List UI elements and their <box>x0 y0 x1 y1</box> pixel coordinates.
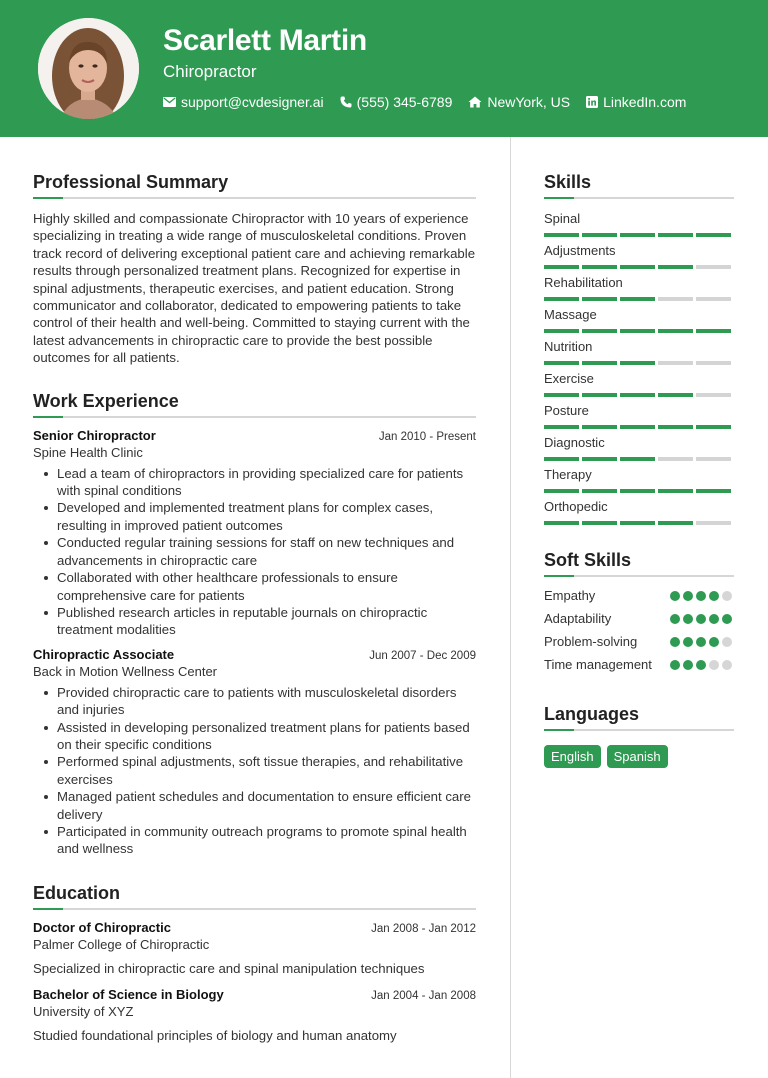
column-divider <box>510 137 511 1078</box>
skill-level-segment <box>582 265 617 269</box>
skill-level-segment <box>544 425 579 429</box>
skill-level-segment <box>620 425 655 429</box>
skill-name: Rehabilitation <box>544 275 623 290</box>
languages-heading: Languages <box>544 704 640 724</box>
skill-level-segment <box>658 489 693 493</box>
list-item: Performed spinal adjustments, soft tissue therapies, and rehabilitative exercises <box>33 753 476 788</box>
skill-item <box>544 435 734 467</box>
skill-level-segment <box>582 489 617 493</box>
skill-level-segment <box>582 425 617 429</box>
education-desc: Specialized in chiropractic care and spinal manipulation techniques <box>33 960 425 976</box>
skill-level-segment <box>658 329 693 333</box>
skill-item <box>544 211 734 243</box>
rating-dot <box>709 637 719 647</box>
skill-level-segment <box>658 361 693 365</box>
skill-level-segment <box>696 233 731 237</box>
list-item: Published research articles in reputable journals on chiropractic treatment modalities <box>33 604 476 639</box>
skill-level-segment <box>544 457 579 461</box>
skill-level-segment <box>582 457 617 461</box>
rating-dot <box>683 591 693 601</box>
rating-dot <box>670 660 680 670</box>
skill-level-segment <box>696 521 731 525</box>
rating-dot <box>696 637 706 647</box>
list-item: Lead a team of chiropractors in providing specialized care for patients with spinal conditions <box>33 465 476 500</box>
skill-item <box>544 275 734 307</box>
soft-skill-item <box>544 587 734 604</box>
job-bullets <box>33 684 476 858</box>
section-rule <box>544 575 734 577</box>
soft-skills-heading: Soft Skills <box>544 550 632 570</box>
skill-level-segment <box>696 425 731 429</box>
skill-level-segment <box>658 425 693 429</box>
skill-level-segment <box>582 393 617 397</box>
skill-name: Massage <box>544 307 597 322</box>
rating-dot <box>670 591 680 601</box>
rating-dot <box>709 660 719 670</box>
skill-item <box>544 243 734 275</box>
section-rule <box>33 416 476 418</box>
skill-level-segment <box>544 393 579 397</box>
skill-level-bar <box>544 233 731 237</box>
language-tags <box>544 745 734 768</box>
main-column <box>33 171 476 1043</box>
rating-dot <box>683 637 693 647</box>
skill-name: Exercise <box>544 371 594 386</box>
skill-level-segment <box>544 489 579 493</box>
skill-level-segment <box>658 297 693 301</box>
skill-level-segment <box>544 521 579 525</box>
avatar <box>38 18 139 119</box>
soft-skills-section <box>544 549 734 673</box>
rating-dot <box>722 660 732 670</box>
skill-level-segment <box>658 233 693 237</box>
skill-item <box>544 339 734 371</box>
contact-phone[interactable] <box>340 94 453 110</box>
degree-title: Doctor of Chiropractic <box>33 919 171 935</box>
phone-text: (555) 345-6789 <box>356 94 453 110</box>
soft-skill-rating <box>670 637 732 647</box>
home-icon <box>468 96 482 108</box>
skill-level-segment <box>544 265 579 269</box>
summary-section <box>33 171 476 367</box>
soft-skills-list <box>544 587 734 673</box>
skill-level-segment <box>658 265 693 269</box>
skill-level-segment <box>696 297 731 301</box>
rating-dot <box>696 591 706 601</box>
experience-section <box>33 390 476 858</box>
job-entry <box>33 428 476 639</box>
skill-level-bar <box>544 425 731 429</box>
education-date: Jan 2004 - Jan 2008 <box>371 989 476 1002</box>
skill-level-bar <box>544 297 731 301</box>
skill-level-segment <box>582 521 617 525</box>
job-date: Jun 2007 - Dec 2009 <box>369 649 476 662</box>
experience-heading: Work Experience <box>33 390 179 411</box>
summary-heading: Professional Summary <box>33 172 229 192</box>
rating-dot <box>696 660 706 670</box>
soft-skill-name: Adaptability <box>544 611 612 626</box>
list-item: Collaborated with other healthcare professionals to ensure comprehensive care for patients <box>33 569 476 604</box>
rating-dot <box>696 614 706 624</box>
education-entry <box>33 920 476 976</box>
skill-level-segment <box>620 233 655 237</box>
skill-name: Adjustments <box>544 243 616 258</box>
linkedin-text: LinkedIn.com <box>603 94 687 110</box>
skill-item <box>544 403 734 435</box>
skill-level-segment <box>544 233 579 237</box>
contact-location <box>468 94 570 110</box>
candidate-name: Scarlett Martin <box>163 24 367 57</box>
skill-level-bar <box>544 265 731 269</box>
skill-level-segment <box>620 361 655 365</box>
skill-level-segment <box>544 297 579 301</box>
job-org: Back in Motion Wellness Center <box>33 663 218 679</box>
skills-section <box>544 171 734 531</box>
skill-level-segment <box>658 393 693 397</box>
job-date: Jan 2010 - Present <box>378 430 476 443</box>
location-text: NewYork, US <box>487 94 571 110</box>
skill-level-bar <box>544 457 731 461</box>
rating-dot <box>709 614 719 624</box>
linkedin-icon <box>586 96 598 108</box>
list-item: Participated in community outreach programs to promote spinal health and wellness <box>33 823 476 858</box>
email-text: support@cvdesigner.ai <box>181 94 324 110</box>
contact-linkedin[interactable] <box>586 94 686 110</box>
skills-list <box>544 211 734 531</box>
education-section <box>33 882 476 1043</box>
skill-level-bar <box>544 489 731 493</box>
skill-level-segment <box>582 297 617 301</box>
phone-icon <box>340 96 352 108</box>
skill-item <box>544 371 734 403</box>
skill-level-segment <box>620 265 655 269</box>
rating-dot <box>709 591 719 601</box>
school-name: University of XYZ <box>33 1003 134 1019</box>
list-item: Conducted regular training sessions for staff on new techniques and advancements in chiropractic care <box>33 534 476 569</box>
section-rule <box>33 908 476 910</box>
skill-level-segment <box>620 489 655 493</box>
sidebar-column <box>544 171 734 768</box>
skill-level-segment <box>696 393 731 397</box>
skill-level-segment <box>658 521 693 525</box>
skill-level-bar <box>544 393 731 397</box>
list-item: Managed patient schedules and documentation to ensure efficient care delivery <box>33 788 476 823</box>
skill-name: Nutrition <box>544 339 593 354</box>
soft-skill-item <box>544 610 734 627</box>
degree-title: Bachelor of Science in Biology <box>33 986 224 1002</box>
skill-name: Diagnostic <box>544 435 605 450</box>
rating-dot <box>670 637 680 647</box>
job-title: Chiropractic Associate <box>33 646 175 662</box>
list-item: Assisted in developing personalized treatment plans for patients based on their specific conditions <box>33 719 476 754</box>
section-rule <box>544 197 734 199</box>
soft-skill-name: Empathy <box>544 588 596 603</box>
language-tag: Spanish <box>607 745 668 768</box>
skill-level-segment <box>544 361 579 365</box>
skill-level-segment <box>620 457 655 461</box>
skill-level-segment <box>582 329 617 333</box>
rating-dot <box>683 660 693 670</box>
soft-skill-name: Problem-solving <box>544 634 638 649</box>
education-heading: Education <box>33 882 121 903</box>
skill-item <box>544 499 734 531</box>
skill-name: Orthopedic <box>544 499 608 514</box>
school-name: Palmer College of Chiropractic <box>33 936 210 952</box>
education-entry <box>33 987 476 1043</box>
soft-skill-name: Time management <box>544 657 652 672</box>
contact-email[interactable] <box>163 94 324 110</box>
rating-dot <box>683 614 693 624</box>
soft-skill-item <box>544 656 734 673</box>
skill-level-bar <box>544 521 731 525</box>
skill-level-segment <box>696 361 731 365</box>
list-item: Provided chiropractic care to patients with musculoskeletal disorders and injuries <box>33 684 476 719</box>
skill-level-segment <box>696 265 731 269</box>
skill-level-segment <box>620 393 655 397</box>
list-item: Developed and implemented treatment plans for complex cases, resulting in improved patient outcomes <box>33 499 476 534</box>
skill-level-segment <box>696 329 731 333</box>
job-entry <box>33 647 476 858</box>
skill-name: Posture <box>544 403 589 418</box>
skill-name: Therapy <box>544 467 592 482</box>
skill-level-segment <box>696 457 731 461</box>
rating-dot <box>722 591 732 601</box>
skills-heading: Skills <box>544 172 592 192</box>
skill-level-bar <box>544 329 731 333</box>
skill-level-segment <box>544 329 579 333</box>
soft-skill-item <box>544 633 734 650</box>
education-date: Jan 2008 - Jan 2012 <box>371 922 476 935</box>
soft-skill-rating <box>670 591 732 601</box>
education-desc: Studied foundational principles of biology and human anatomy <box>33 1027 397 1043</box>
summary-text: Highly skilled and compassionate Chiropractor with 10 years of experience specializing in treating a wide range of musculoskeletal conditions. Proven track record of delivering exceptional patient care and achieving remarkable results through personalized treatment plans. Recognized for expertise in spinal adjustments, therapeutic exercises, and patient education. Strong communicator and collaborator, dedicated to empowering patients to take control of their health and well-being. Committed to staying current with the latest advancements in chiropractic care to provide the best possible outcomes for all patients. <box>33 211 476 366</box>
job-org: Spine Health Clinic <box>33 444 143 460</box>
section-rule <box>33 197 476 199</box>
contact-row <box>163 94 686 110</box>
envelope-icon <box>163 97 176 107</box>
skill-item <box>544 307 734 339</box>
job-title: Senior Chiropractor <box>33 427 156 443</box>
skill-level-segment <box>658 457 693 461</box>
header-banner <box>0 0 768 137</box>
rating-dot <box>722 637 732 647</box>
skill-level-segment <box>582 233 617 237</box>
skill-level-bar <box>544 361 731 365</box>
skill-level-segment <box>620 521 655 525</box>
skill-name: Spinal <box>544 211 581 226</box>
language-tag: English <box>544 745 601 768</box>
job-bullets <box>33 465 476 639</box>
soft-skill-rating <box>670 660 732 670</box>
skill-level-segment <box>582 361 617 365</box>
skill-item <box>544 467 734 499</box>
skill-level-segment <box>620 297 655 301</box>
rating-dot <box>670 614 680 624</box>
skill-level-segment <box>620 329 655 333</box>
soft-skill-rating <box>670 614 732 624</box>
languages-section <box>544 703 734 768</box>
rating-dot <box>722 614 732 624</box>
section-rule <box>544 729 734 731</box>
skill-level-segment <box>696 489 731 493</box>
candidate-title: Chiropractor <box>163 62 257 81</box>
